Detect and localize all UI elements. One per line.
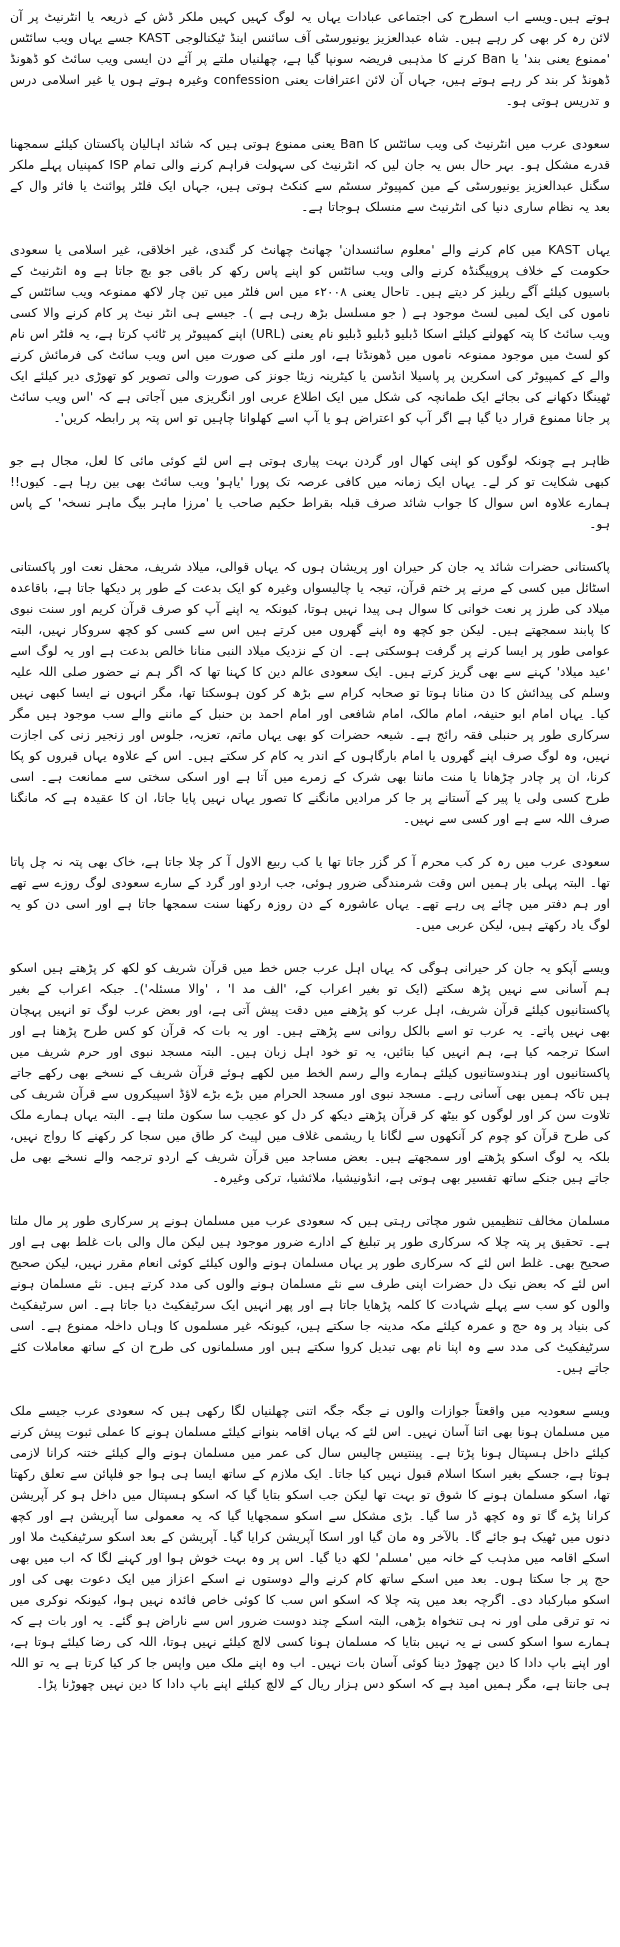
paragraph-muharram: سعودی عرب میں رہ کر کب محرم آ کر گزر جاتا تھا یا کب ربیع الاول آ کر چلا جاتا ہے، خاک بھی پتہ نہ چل پاتا تھا۔ البتہ پہلی بار ہمیں اس وقت شرمندگی ضرور ہوئی، جب اردو اور گرد کے سارے سعودی لوگ روزے سے تھے اور ہم دفتر میں چائے پی رہے تھے۔ یہاں عاشورہ کے دن روزہ رکھنا سنت سمجھا جاتا ہے اور اسی دن کو یہ لوگ یاد رکھتے ہیں، لیکن عربی میں۔ bbox=[10, 854, 610, 932]
paragraph-online-worship: ہوتے ہیں۔ویسے اب اسطرح کی اجتماعی عبادات یہاں یہ لوگ کہیں کہیں ملکر ڈش کے ذریعہ یا انٹرنیٹ پر آن لائن رہ کر بھی کر رہے ہیں۔ شاہ عبدالعزیز یونیورسٹی آف سائنس اینڈ ٹیکنالوجی KAST جسے یہاں ویب سائٹس 'ممنوع یعنی بند' یا Ban کرنے کا مذہبی فریضہ سونپا گیا ہے، چھلنیاں ملتے پر آئے دن ایسی ویب سائٹ کو ڈھونڈ ڈھونڈ کر بند کر رہے ہوتے ہیں، جہاں آن لائن اعترافات یعنی confession وغیرہ ہوتے ہوں یا غیر اسلامی درس و تدریس ہوتی ہو۔ bbox=[10, 9, 610, 108]
paragraph-internet-ban: سعودی عرب میں انٹرنیٹ کی ویب سائٹس کا Ban یعنی ممنوع ہوتی ہیں کہ شائد اہالیان پاکستان کیلئے سمجھنا قدرے مشکل ہو۔ بہر حال بس یہ جان لیں کہ انٹرنیٹ کی سہولت فراہم کرنے والی تمام ISP کمپنیاں پہلے ملکر سگنل عبدالعزیز یونیورسٹی کے مین کمپیوٹر سسٹم سے کنکٹ ہوتی ہیں، جہاں ایک فلٹر پوائنٹ یا فائر وال کے بعد یہ نظام ساری دنیا کی انٹرنیٹ سے منسلک ہوجاتا ہے۔ bbox=[10, 136, 611, 214]
paragraph-quran-script: ویسے آپکو یہ جان کر حیرانی ہوگی کہ یہاں اہل عرب جس خط میں قرآن شریف کو لکھ کر پڑھتے ہیں اسکو ہم آسانی سے نہیں پڑھ سکتے (ایک تو بغیر اعراب کے، 'الف مد ا' ، 'والا مسئلہ')۔ جبکہ اعراب کے بغیر پاکستانیوں کیلئے قرآن شریف، اہل عرب کو پڑھنے میں دقت پیش آتی ہے، اور بعض عرب لوگ تو انہیں پہچان بھی نہیں پاتے۔ یہ عرب تو اسے بالکل روانی سے پڑھتے ہیں۔ اور یہ بات کہ قرآن کو کس طرح پڑھنا ہے اور اسکا ترجمہ کیا ہے، ہم انہیں کیا بتائیں، یہ تو خود اہل زبان ہیں۔ البتہ مسجد نبوی اور حرم شریف میں پاکستانیوں اور ہندوستانیوں کیلئے ہمارے والے رسم الخط میں لکھے ہوئے قرآن شریف کے نسخے بھی رکھے جاتے ہیں تاکہ ہمیں بھی آسانی رہے۔ مسجد نبوی اور مسجد الحرام میں بڑے بڑے لاؤڈ اسپیکروں سے قرآن شریف کی تلاوت سن کر اور لوگوں کو بیٹھ کر قرآن پڑھتے دیکھ کر دل کو عجیب سا سکون ملتا ہے۔ البتہ یہاں ہمارے ملک کی طرح قرآن کو چوم کر آنکھوں سے لگانا یا ریشمی غلاف میں لپیٹ کر طاق میں سجا کر رکھنے کا رواج نہیں، بلکہ یہ لوگ اسکو پڑھتے اور سمجھتے ہیں۔ بعض مساجد میں قرآن شریف کے اردو ترجمہ والے نسخے بھی مل جاتے ہیں جنکے ساتھ تفسیر بھی ہوتی ہے، انڈونیشیا، ملائشیا، ترکی وغیرہ۔ bbox=[10, 960, 610, 1185]
paragraph-religious-practices: پاکستانی حضرات شائد یہ جان کر حیران اور پریشان ہوں کہ یہاں قوالی، میلاد شریف، محفل نعت اور پاکستانی اسٹائل میں کسی کے مرنے پر ختم قرآن، تیجہ یا چالیسواں وغیرہ کو ایک بدعت کے طور پر دیکھا جاتا ہے، باقاعدہ میلاد کی طرز پر نعت خوانی کا سوال ہی پیدا نہیں ہوتا، کیونکہ یہ اپنے آپ کو صرف قرآن کریم اور سنت نبوی کا پابند سمجھتے ہیں۔ لیکن جو کچھ وہ اپنے گھروں میں کرتے ہیں اس سے کسی کو کچھ سروکار نہیں، البتہ عوامی طور پر ایسا کرنے پر گرفت ہوسکتی ہے۔ ان کے نزدیک میلاد النبی منانا خالص بدعت ہے اور یہ لوگ اسے 'عید میلاد' کہنے سے بھی گریز کرتے ہیں۔ ایک سعودی عالم دین کا کہنا تھا کہ اگر ہم نے حضور صلی اللہ علیہ وسلم کی پیدائش کا دن منانا ہوتا تو صحابہ کرام سے بڑھ کر کون ہوسکتا تھا، مگر انہوں نے ایسا کبھی نہیں کیا۔ یہاں امام ابو حنیفہ، امام مالک، امام شافعی اور امام احمد بن حنبل کے ماننے والے سب موجود ہیں مگر سرکاری طور پر حنبلی فقہ رائج ہے۔ شیعہ حضرات کو بھی یہاں ماتم، تعزیہ، جلوس اور زنجیر زنی کی اجازت نہیں، وہ لوگ صرف اپنے گھروں یا امام بارگاہوں کے اندر یہ کام کر سکتے ہیں۔ اس کے علاوہ یہاں قبروں کو پکا کرنا، ان پر چادر چڑھانا یا منت ماننا بھی شرک کے زمرے میں آتا ہے اور اسکی سختی سے ممانعت ہے۔ اسی طرح کسی ولی یا پیر کے آستانے پر جا کر مرادیں مانگنے کا تصور یہاں نہیں پایا جاتا، ان کا عقیدہ ہے کہ مانگنا صرف اللہ سے ہے اور کسی سے نہیں۔ bbox=[10, 559, 610, 826]
paragraph-kast-filter: یہاں KAST میں کام کرنے والے 'معلوم سائنسدان' چھانٹ چھانٹ کر گندی، غیر اخلاقی، غیر اسلامی یا سعودی حکومت کے خلاف پروپیگنڈہ کرنے والی ویب سائٹس کو اپنے پاس رکھ کر باقی جو بچ جاتا ہے وہ انٹرنیٹ کے باسیوں کیلئے آگے ریلیز کر دیتے ہیں۔ تاحال یعنی ۲۰۰۸ء میں اس فلٹر میں تین چار لاکھ ممنوعہ ویب سائٹس کے ناموں کی ایک لمبی لسٹ موجود ہے ( جو مسلسل بڑھ رہی ہے )۔ جیسے ہی انٹر نیٹ پر کام کرنے والا کسی ویب سائٹ کا پتہ کھولنے کیلئے اسکا ڈبلیو ڈبلیو ڈبلیو نام یعنی (URL) اپنے کمپیوٹر پر ٹائپ کرتا ہے، یہ فلٹر اس نام کو لسٹ میں موجود ممنوعہ ناموں میں ڈھونڈتا ہے، اور ملنے کی صورت میں اس ویب سائٹ کی فرمائش کرنے والے کے کمپیوٹر کی اسکرین پر پاسیلا انڈسن یا کیٹرینہ زیٹا جونز کی صورت والی تصویر کو تھوڑی دیر کیلئے ایک ٹھینگا دکھانے کی بجائے ایک طمانچہ کی شکل میں ایک اطلاع عربی اور انگریزی میں آجاتی ہے کہ 'اس ویب سائٹ پر جانا ممنوع قرار دیا گیا ہے اگر آپ کو اعتراض ہو یا آپ اسے کھلوانا چاہیں تو اس پتہ پر رابطہ کریں'۔ bbox=[10, 242, 610, 425]
paragraph-conversion-process: ویسے سعودیہ میں واقعتاً جوازات والوں نے جگہ جگہ اتنی چھلنیاں لگا رکھی ہیں کہ سعودی عرب جیسے ملک میں مسلمان ہونا بھی اتنا آسان نہیں۔ اس لئے کہ یہاں اقامہ بنوانے کیلئے مسلمان ہونے کا عملی ثبوت پیش کرنے کیلئے داخل ہسپتال ہونا پڑتا ہے۔ پینتیس چالیس سال کی عمر میں مسلمان ہونے والے کیلئے ختنہ کرانا لازمی ہوتا ہے، جسکے بغیر اسکا اسلام قبول نہیں کیا جاتا۔ ایک ملازم کے ساتھ ایسا ہی ہوا جو فلپائن سے تعلق رکھتا تھا، اسکو مسلمان ہونے کا شوق تو بہت تھا لیکن جب اسکو بتایا گیا کہ اسکو ہسپتال میں داخل ہو کر آپریشن کرانا پڑے گا تو وہ کچھ ڈر سا گیا۔ بڑی مشکل سے اسکو سمجھایا گیا کہ یہ معمولی سا آپریشن ہے اور کچھ دنوں میں ٹھیک ہو جائے گا۔ بالآخر وہ مان گیا اور اسکا آپریشن کرایا گیا۔ آپریشن کے بعد اسکو سرٹیفکیٹ ملا اور اسکے اقامہ میں مذہب کے خانہ میں 'مسلم' لکھ دیا گیا۔ اس پر وہ بہت خوش ہوا اور کہنے لگا کہ اب میں بھی حج پر جا سکتا ہوں۔ بعد میں اسکے ساتھ کام کرنے والے دوستوں نے اسکے اعزاز میں ایک دعوت بھی کی اور اسکو مبارکباد دی۔ اگرچہ بعد میں پتہ چلا کہ اسکو اس سب کا کوئی خاص فائدہ نہیں ہوا، کیونکہ نوکری میں نہ تو ترقی ملی اور نہ ہی تنخواہ بڑھی، البتہ اسکے چند دوست ضرور اس سے ناراض ہو گئے۔ یہ اور بات ہے کہ ہمارے سوا اسکو کسی نے یہ نہیں بتایا کہ مسلمان ہونا کسی لالچ کیلئے نہیں ہوتا، اللہ کی رضا کیلئے ہوتا ہے، اور اپنے باپ دادا کا دین چھوڑ دینا کوئی آسان بات نہیں۔ اب وہ اپنے ملک میں واپس جا کر کیا کرتا ہے یہ تو اللہ ہی جانتا ہے، مگر ہمیں امید ہے کہ اسکو دس ہزار ریال کے لالچ کیلئے اپنے باپ دادا کا دین نہیں چھوڑنا پڑا۔ bbox=[10, 1403, 610, 1691]
paragraph-yahoo-ban: ظاہر ہے چونکہ لوگوں کو اپنی کھال اور گردن بہت پیاری ہوتی ہے اس لئے کوئی مائی کا لعل، مجال ہے جو کبھی شکایت تو کر لے۔ یہاں ایک زمانہ میں کافی عرصہ تک پورا 'یاہو' ویب سائٹ بھی بین رہا ہے۔ کیوں!! ہمارے علاوہ اس سوال کا جواب شائد صرف قبلہ بقراط حکیم صاحب یا 'مرزا ماہر بیگ ماہر نسخہ' کے پاس ہو۔ bbox=[10, 453, 610, 531]
paragraph-conversion-money: مسلمان مخالف تنظیمیں شور مچاتی رہتی ہیں کہ سعودی عرب میں مسلمان ہونے پر سرکاری طور پر مال ملتا ہے۔ تحقیق پر پتہ چلا کہ سرکاری طور پر تبلیغ کے ادارے ضرور موجود ہیں لیکن مال والی بات غلط بھی ہے اور صحیح بھی۔ غلط اس لئے کہ سرکاری طور پر یہاں مسلمان ہونے والوں کیلئے کوئی انعام مقرر نہیں، لیکن صحیح اس لئے کہ بعض نیک دل حضرات اپنی طرف سے نئے مسلمان ہونے والوں کی مدد کرتے ہیں۔ نئے مسلمان ہونے والوں کو سب سے پہلے شہادت کا کلمہ پڑھایا جاتا ہے اور پھر انہیں ایک سرٹیفکیٹ دیا جاتا ہے۔ اس سرٹیفکیٹ کی بنیاد پر وہ حج و عمرہ کیلئے مکہ مدینہ جا سکتے ہیں، کیونکہ غیر مسلموں کا وہاں داخلہ ممنوع ہے۔ اسی سرٹیفکیٹ کی مدد سے وہ اپنا نام بھی تبدیل کروا سکتے ہیں اور مسلمانوں کی طرح ان کے ساتھ معاملات کئے جاتے ہیں۔ bbox=[10, 1213, 610, 1375]
